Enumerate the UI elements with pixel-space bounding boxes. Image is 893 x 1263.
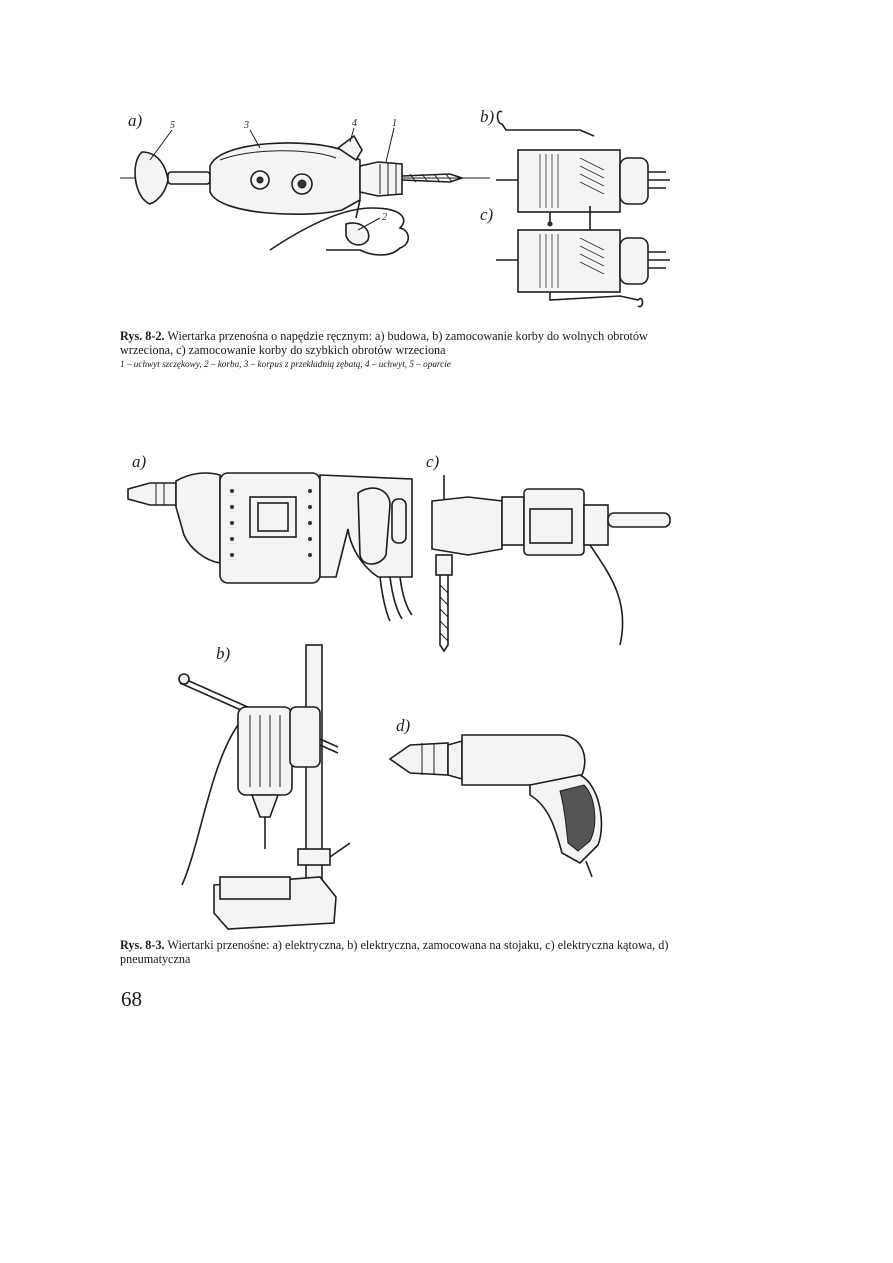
- figure-8-2-caption-label: Rys. 8-2.: [120, 329, 165, 343]
- part-number-2: 2: [382, 212, 387, 223]
- figure-8-3-caption: [120, 939, 680, 966]
- panel-label-b-stand: b): [216, 644, 231, 663]
- figure-8-2-illustration: [110, 100, 690, 315]
- figure-8-2-caption: [120, 330, 680, 357]
- gearbox-slow-speed-drawing: [496, 111, 670, 226]
- figure-8-2-legend: 1 – uchwyt szczękowy, 2 – korba, 3 – korpus z przekładnią zębatą, 4 – uchwyt, 5 – oparcie: [120, 359, 451, 369]
- hand-drill-drawing: [120, 128, 490, 255]
- pneumatic-drill-drawing: [390, 735, 601, 877]
- electric-drill-drawing: [128, 473, 412, 621]
- panel-label-d-pneumatic: d): [396, 716, 411, 735]
- part-number-5: 5: [170, 120, 175, 131]
- part-number-1: 1: [392, 118, 397, 129]
- figure-8-3-illustration: [110, 445, 690, 935]
- drill-stand-drawing: [179, 645, 350, 929]
- angle-drill-drawing: [432, 475, 670, 651]
- panel-label-a: a): [128, 111, 143, 130]
- part-number-3: 3: [244, 120, 249, 131]
- figure-8-3-caption-text: Wiertarki przenośne: a) elektryczna, b) elektryczna, zamocowana na stojaku, c) elektryczna kątowa, d) pneumatyczna: [120, 938, 669, 966]
- page-number: 68: [121, 987, 142, 1011]
- figure-8-3-caption-label: Rys. 8-3.: [120, 938, 165, 952]
- panel-label-c: c): [480, 205, 494, 224]
- panel-label-a-electric: a): [132, 452, 147, 471]
- part-number-4: 4: [352, 118, 357, 129]
- panel-label-b: b): [480, 107, 495, 126]
- panel-label-c-angle: c): [426, 452, 440, 471]
- figure-8-2-caption-text: Wiertarka przenośna o napędzie ręcznym: a) budowa, b) zamocowanie korby do wolnych obrotów wrzeciona, c) zamocowanie korby do szybkich obrotów wrzeciona: [120, 329, 648, 357]
- gearbox-fast-speed-drawing: [496, 206, 670, 307]
